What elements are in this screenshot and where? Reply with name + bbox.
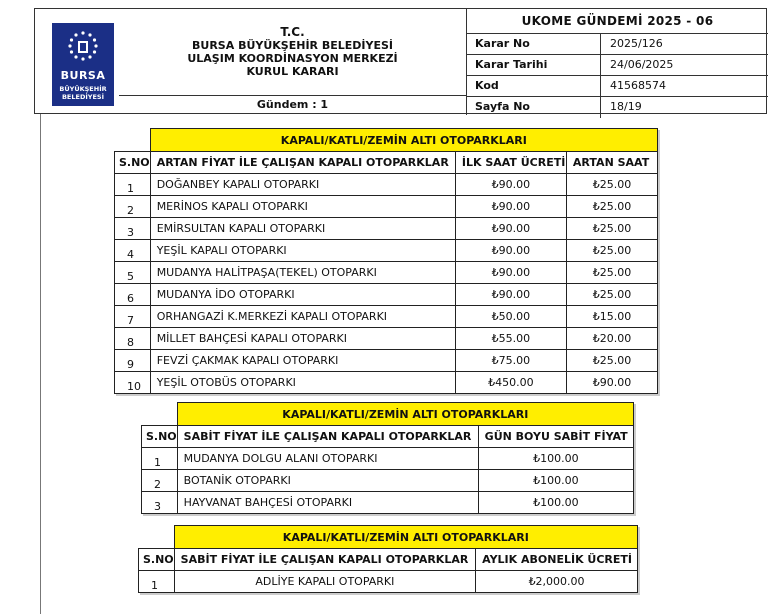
info-row-karar-tarihi (467, 55, 768, 76)
cell-extra-hour-price: ₺25.00 (566, 174, 657, 196)
table-row (115, 196, 658, 218)
parking-table-daily (141, 402, 634, 514)
cell-parking-name: YEŞİL KAPALI OTOPARKI (150, 240, 455, 262)
cell-sno: 1 (139, 571, 175, 593)
header-name: SABİT FİYAT İLE ÇALIŞAN KAPALI OTOPARKLAR (174, 549, 475, 571)
header-extra-hour: ARTAN SAAT (566, 152, 657, 174)
cell-parking-name: ADLİYE KAPALI OTOPARKI (174, 571, 475, 593)
logo-text-bursa: BURSA (60, 69, 106, 82)
cell-parking-name: DOĞANBEY KAPALI OTOPARKI (150, 174, 455, 196)
cell-extra-hour-price: ₺15.00 (566, 306, 657, 328)
cell-monthly-fee: ₺2,000.00 (476, 571, 638, 593)
cell-first-hour-price: ₺50.00 (455, 306, 566, 328)
cell-first-hour-price: ₺90.00 (455, 196, 566, 218)
table-header-row (115, 152, 658, 174)
info-value: 18/19 (610, 100, 642, 113)
table-row (142, 492, 634, 514)
info-row-sayfa-no (467, 97, 768, 118)
cell-parking-name: MUDANYA İDO OTOPARKI (150, 284, 455, 306)
parking-table-monthly (138, 525, 638, 593)
header-sno: S.NO (115, 152, 151, 174)
info-value: 24/06/2025 (610, 58, 674, 71)
cell-extra-hour-price: ₺20.00 (566, 328, 657, 350)
header-daily-price: GÜN BOYU SABİT FİYAT (478, 426, 633, 448)
cell-first-hour-price: ₺55.00 (455, 328, 566, 350)
bursa-logo (52, 23, 114, 106)
table-row (142, 470, 634, 492)
cell-first-hour-price: ₺75.00 (455, 350, 566, 372)
table-row (115, 306, 658, 328)
table-row (115, 262, 658, 284)
cell-sno: 8 (115, 328, 151, 350)
table-band-title: KAPALI/KATLI/ZEMİN ALTI OTOPARKLARI (177, 403, 633, 426)
table-row (115, 174, 658, 196)
cell-parking-name: MERİNOS KAPALI OTOPARKI (150, 196, 455, 218)
org-line-2: ULAŞIM KOORDİNASYON MERKEZİ (187, 52, 398, 65)
cell-sno: 3 (115, 218, 151, 240)
info-row-kod (467, 76, 768, 97)
cell-sno: 2 (115, 196, 151, 218)
ukome-title: UKOME GÜNDEMİ 2025 - 06 (467, 9, 768, 34)
header-name: ARTAN FİYAT İLE ÇALIŞAN KAPALI OTOPARKLAR (150, 152, 455, 174)
table-row (115, 218, 658, 240)
table-row (139, 571, 638, 593)
cell-extra-hour-price: ₺25.00 (566, 240, 657, 262)
table-row (115, 284, 658, 306)
cell-parking-name: MİLLET BAHÇESİ KAPALI OTOPARKI (150, 328, 455, 350)
page-margin-line (40, 114, 41, 614)
cell-parking-name: MUDANYA DOLGU ALANI OTOPARKI (177, 448, 478, 470)
cell-parking-name: BOTANİK OTOPARKI (177, 470, 478, 492)
star-emblem-icon (66, 29, 100, 63)
cell-first-hour-price: ₺90.00 (455, 240, 566, 262)
header-monthly-fee: AYLIK ABONELİK ÜCRETİ (476, 549, 638, 571)
cell-sno: 4 (115, 240, 151, 262)
cell-extra-hour-price: ₺25.00 (566, 350, 657, 372)
table-header-row (142, 426, 634, 448)
header-first-hour: İLK SAAT ÜCRETİ (455, 152, 566, 174)
cell-daily-price: ₺100.00 (478, 470, 633, 492)
cell-daily-price: ₺100.00 (478, 448, 633, 470)
header-sno: S.NO (139, 549, 175, 571)
cell-sno: 1 (142, 448, 178, 470)
cell-parking-name: HAYVANAT BAHÇESİ OTOPARKI (177, 492, 478, 514)
table-header-row (139, 549, 638, 571)
cell-extra-hour-price: ₺25.00 (566, 284, 657, 306)
cell-sno: 6 (115, 284, 151, 306)
info-row-karar-no (467, 34, 768, 55)
cell-sno: 1 (115, 174, 151, 196)
cell-first-hour-price: ₺90.00 (455, 218, 566, 240)
organization-block (119, 9, 467, 95)
header-sno: S.NO (142, 426, 178, 448)
cell-first-hour-price: ₺90.00 (455, 262, 566, 284)
org-tc: T.C. (280, 25, 305, 39)
cell-daily-price: ₺100.00 (478, 492, 633, 514)
cell-parking-name: ORHANGAZİ K.MERKEZİ KAPALI OTOPARKI (150, 306, 455, 328)
logo-text-buyuksehir: BÜYÜKŞEHİR (59, 85, 107, 93)
cell-first-hour-price: ₺450.00 (455, 372, 566, 394)
info-value: 2025/126 (610, 37, 663, 50)
info-label: Karar No (467, 34, 601, 54)
cell-first-hour-price: ₺90.00 (455, 174, 566, 196)
cell-sno: 5 (115, 262, 151, 284)
table-row (115, 328, 658, 350)
table-band-title: KAPALI/KATLI/ZEMİN ALTI OTOPARKLARI (174, 526, 637, 549)
info-value: 41568574 (610, 79, 666, 92)
header-name: SABİT FİYAT İLE ÇALIŞAN KAPALI OTOPARKLAR (177, 426, 478, 448)
cell-sno: 9 (115, 350, 151, 372)
table-row (142, 448, 634, 470)
cell-parking-name: YEŞİL OTOBÜS OTOPARKI (150, 372, 455, 394)
info-label: Karar Tarihi (467, 55, 601, 75)
cell-sno: 3 (142, 492, 178, 514)
cell-extra-hour-price: ₺90.00 (566, 372, 657, 394)
cell-sno: 2 (142, 470, 178, 492)
info-label: Sayfa No (467, 97, 601, 118)
org-line-3: KURUL KARARI (246, 65, 339, 78)
logo-text-belediyesi: BELEDİYESİ (61, 93, 105, 101)
table-row (115, 350, 658, 372)
table-band-title: KAPALI/KATLI/ZEMİN ALTI OTOPARKLARI (150, 129, 657, 152)
gundem-label: Gündem : 1 (119, 95, 467, 115)
table-row (115, 372, 658, 394)
cell-parking-name: MUDANYA HALİTPAŞA(TEKEL) OTOPARKI (150, 262, 455, 284)
cell-parking-name: EMİRSULTAN KAPALI OTOPARKI (150, 218, 455, 240)
org-line-1: BURSA BÜYÜKŞEHİR BELEDİYESİ (192, 39, 393, 52)
cell-extra-hour-price: ₺25.00 (566, 262, 657, 284)
info-label: Kod (467, 76, 601, 96)
cell-first-hour-price: ₺90.00 (455, 284, 566, 306)
parking-table-hourly (114, 128, 658, 394)
table-row (115, 240, 658, 262)
document-header (34, 8, 767, 114)
cell-sno: 7 (115, 306, 151, 328)
cell-sno: 10 (115, 372, 151, 394)
cell-extra-hour-price: ₺25.00 (566, 196, 657, 218)
cell-extra-hour-price: ₺25.00 (566, 218, 657, 240)
cell-parking-name: FEVZİ ÇAKMAK KAPALI OTOPARKI (150, 350, 455, 372)
decision-info-block (467, 9, 768, 115)
